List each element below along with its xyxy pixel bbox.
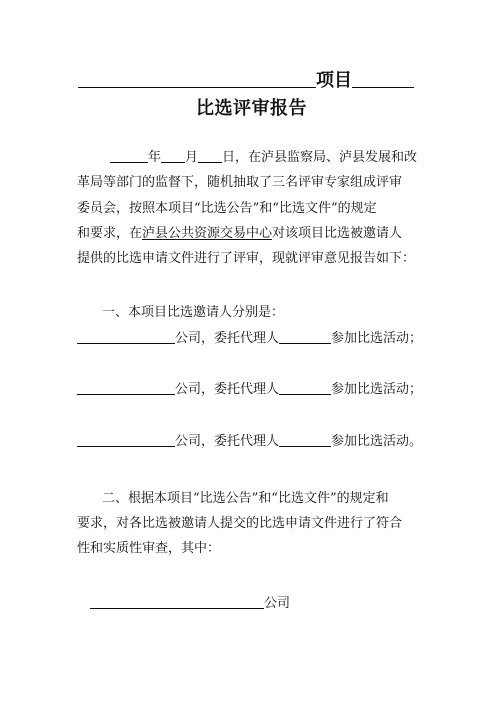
agent-blank (279, 445, 331, 447)
agent-blank (279, 342, 331, 344)
company-blank (90, 607, 264, 609)
venue-name: 泸县公共资源交易中心 (142, 226, 273, 241)
section2-line-3: 性和实质性审查，其中： (77, 541, 221, 556)
agent-blank (279, 393, 331, 395)
intro-line-2: 革局等部门的监督下，随机抽取了三名评审专家组成评审 (77, 175, 403, 190)
project-tail-blank (352, 86, 414, 88)
section1-entry-2 (77, 378, 422, 397)
company-blank (77, 393, 175, 395)
day-blank (198, 161, 222, 163)
month-label: 月 (185, 150, 199, 165)
company-suffix: 公司 (264, 596, 291, 611)
intro-line-3: 委员会，按照本项目“比选公告”和“比选文件”的规定 (77, 201, 377, 216)
year-blank (110, 161, 148, 163)
intro-line-1-text: 日，在泸县监察局、泸县发展和改 (222, 150, 418, 165)
activity-label: 参加比选活动； (331, 382, 423, 397)
company-label: 公司，委托代理人 (175, 382, 280, 397)
year-label: 年 (148, 150, 162, 165)
intro-line-5: 提供的比选申请文件进行了评审，现就评审意见报告如下： (77, 251, 416, 266)
report-title: 比选评审报告 (196, 98, 307, 119)
intro-line-1 (110, 146, 417, 165)
section2-line-1: 二、根据本项目“比选公告”和“比选文件”的规定和 (102, 491, 389, 506)
section1-heading: 一、本项目比选邀请人分别是： (102, 305, 285, 320)
section2-company-line (90, 592, 290, 611)
intro-line-4-suffix: 对该项目比选被邀请人 (272, 226, 403, 241)
project-name-blank (78, 86, 316, 88)
company-blank (77, 342, 175, 344)
project-title-line (78, 66, 414, 92)
intro-line-4-prefix: 和要求，在 (77, 226, 143, 241)
section1-entry-1 (77, 327, 422, 346)
month-blank (161, 161, 185, 163)
section2-line-2: 要求，对各比选被邀请人提交的比选申请文件进行了符合 (77, 516, 403, 531)
company-label: 公司，委托代理人 (175, 331, 280, 346)
section1-entry-3 (77, 430, 422, 449)
company-blank (77, 445, 175, 447)
intro-line-4 (77, 222, 402, 241)
company-label: 公司，委托代理人 (175, 434, 280, 449)
activity-label: 参加比选活动。 (331, 434, 423, 449)
activity-label: 参加比选活动； (331, 331, 423, 346)
project-suffix: 项目 (316, 70, 352, 91)
